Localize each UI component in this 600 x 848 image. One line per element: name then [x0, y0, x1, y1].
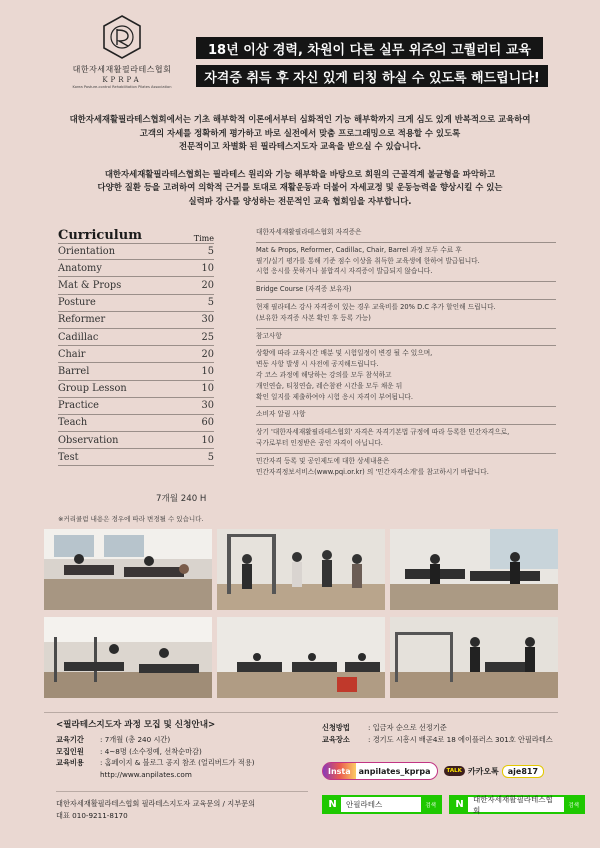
curriculum-hours: 10	[201, 434, 214, 446]
info-section-pqi	[256, 454, 556, 482]
instagram-label: Insta	[328, 766, 351, 776]
kprpa-emblem-icon	[100, 14, 144, 60]
curriculum-subject: Posture	[58, 297, 96, 309]
curriculum-hours: 20	[201, 279, 214, 291]
curriculum-row	[58, 329, 214, 346]
curriculum-title: Curriculum	[58, 228, 142, 243]
website-link[interactable]: http://www.anpilates.com	[100, 769, 192, 779]
curriculum-hours: 5	[207, 297, 214, 309]
curriculum-subject: Chair	[58, 348, 86, 360]
intro-line: 대한자세재활필라테스협회는 필라테스 원리와 기능 해부학을 바탕으로 회원의 근골격계 불균형을 파악하고	[104, 168, 496, 179]
info-panel	[256, 225, 556, 481]
curriculum-hours: 20	[201, 348, 214, 360]
curriculum-row	[58, 363, 214, 380]
photo-gallery	[44, 529, 558, 699]
intro-line: 실력파 강사를 양성하는 전문적인 교육 협회임을 자부합니다.	[188, 195, 412, 206]
recruit-period-row	[56, 734, 308, 746]
intro-line: 고객의 자세를 정확하게 평가하고 바로 실전에서 맞춤 프로그래밍으로 적용할 수 있도록	[139, 127, 461, 138]
studio-photo-image	[390, 617, 558, 698]
curriculum-subject: Group Lesson	[58, 383, 127, 395]
curriculum-hours: 30	[201, 400, 214, 412]
recruit-period-value: : 7개월 (총 240 시간)	[100, 735, 171, 744]
curriculum-rows	[58, 243, 214, 466]
info-section-consumer	[256, 407, 556, 425]
studio-photo	[217, 529, 385, 610]
logo-org-name: 대한자세재활필라테스협회	[72, 65, 172, 74]
curriculum-table	[58, 223, 214, 466]
studio-photo-image	[390, 529, 558, 610]
contact-phone: 대표 010-9211-8170	[56, 810, 128, 820]
info-line: 개인연습, 티칭연습, 레슨참관 시간을 모두 채운 뒤	[256, 381, 403, 390]
curriculum-note: ※커리큘럼 내용은 경우에 따라 변경될 수 있습니다.	[58, 515, 204, 523]
curriculum-subject: Practice	[58, 400, 99, 412]
apply-place-row	[322, 734, 582, 746]
naver-icon: N	[324, 797, 341, 812]
info-line: 변동 사항 발생 시 사전에 공지해드립니다.	[256, 360, 379, 369]
curriculum-hours: 60	[201, 417, 214, 429]
association-logo	[72, 14, 172, 89]
studio-photo-image	[217, 529, 385, 610]
recruit-title: <필라테스지도자 과정 모집 및 신청안내>	[56, 720, 216, 730]
curriculum-subject: Observation	[58, 434, 119, 446]
curriculum-row	[58, 398, 214, 415]
studio-photo	[44, 529, 212, 610]
info-title: 소비자 알림 사항	[256, 410, 306, 419]
intro-line: 다양한 질환 등을 고려하여 의학적 근거를 토대로 재활운동과 더불어 자세교정 및 운동능력을 향상시킬 수 있는	[97, 182, 503, 192]
search-button[interactable]: 검색	[564, 797, 583, 812]
headline-bar-2: 자격증 취득 후 자신 있게 티칭 하실 수 있도록 해드립니다!	[196, 65, 548, 87]
info-line: 상기 '대한자세재활필라테스협회' 자격은 자격기본법 규정에 따라 등록한 민간자격으로,	[256, 428, 510, 437]
logo-en-name: Korea Posture-control Rehabilitation Pilates Association	[72, 85, 172, 89]
recruit-capacity-label: 모집인원	[56, 746, 84, 756]
intro-paragraph-1	[20, 113, 580, 154]
curriculum-subject: Mat & Props	[58, 279, 122, 291]
search-button[interactable]: 검색	[421, 797, 440, 812]
studio-photo	[390, 617, 558, 698]
curriculum-row	[58, 260, 214, 277]
curriculum-hours: 5	[207, 246, 214, 258]
info-line: 민간자격 등록 및 공인제도에 대한 상세내용은	[256, 456, 390, 465]
contact-info	[56, 791, 308, 821]
curriculum-subject: Anatomy	[58, 262, 102, 274]
info-line: (보유한 자격증 사본 확인 후 등록 가능)	[256, 313, 371, 322]
curriculum-row	[58, 415, 214, 432]
curriculum-hours: 10	[201, 262, 214, 274]
info-title: 참고사항	[256, 331, 282, 340]
info-title: 대한자세재활필라테스협회 자격증은	[256, 228, 362, 236]
recruit-info	[56, 718, 308, 821]
apply-place-label: 교육장소	[322, 734, 350, 744]
info-line: Mat & Props, Reformer, Cadillac, Chair, Barrel 과정 모두 수료 후	[256, 245, 462, 254]
info-section-notes-body	[256, 346, 556, 407]
curriculum-row	[58, 243, 214, 260]
intro-text	[20, 113, 580, 208]
apply-info	[322, 722, 582, 745]
curriculum-subject: Barrel	[58, 365, 90, 377]
studio-photo-image	[217, 617, 385, 698]
curriculum-total: 7개월 240 H	[156, 494, 207, 504]
search-query: 대한자세재활필라테스협회	[473, 794, 553, 815]
info-line: 국가로부터 인정받은 공인 자격이 아닙니다.	[256, 438, 383, 447]
curriculum-row	[58, 432, 214, 449]
intro-paragraph-2	[20, 168, 580, 209]
naver-search-box-1[interactable]	[322, 795, 442, 814]
curriculum-subject: Test	[58, 451, 79, 463]
curriculum-row	[58, 449, 214, 466]
curriculum-subject: Cadillac	[58, 331, 99, 343]
curriculum-row	[58, 295, 214, 312]
curriculum-time-header: Time	[193, 234, 214, 243]
kakaotalk-icon: TALK	[444, 766, 465, 776]
curriculum-subject: Teach	[58, 417, 88, 429]
search-query: 안필라테스	[346, 800, 383, 809]
recruit-period-label: 교육기간	[56, 735, 84, 744]
naver-search-box-2[interactable]	[449, 795, 585, 814]
info-line: 상황에 따라 교육시간 배분 및 시험일정이 변경 될 수 있으며,	[256, 349, 433, 358]
curriculum-header	[58, 223, 214, 243]
contact-line: 대한자세재활필라테스협회 필라테스지도자 교육문의 / 지부문의	[56, 799, 256, 808]
curriculum-hours: 5	[207, 451, 214, 463]
recruit-fee-row	[56, 757, 308, 769]
info-title: Bridge Course (자격증 보유자)	[256, 285, 352, 294]
recruit-capacity-value: : 4~8명 (소수정예, 선착순마감)	[100, 746, 202, 756]
info-line: 각 코스 과정에 해당하는 강의를 모두 참석하고	[256, 370, 392, 379]
recruit-capacity-row	[56, 746, 308, 758]
curriculum-row	[58, 312, 214, 329]
studio-photo-image	[44, 617, 212, 698]
curriculum-subject: Orientation	[58, 246, 116, 258]
social-badges	[322, 762, 544, 780]
intro-line: 전문적이고 차별화 된 필라테스지도자 교육을 받으실 수 있습니다.	[178, 141, 422, 151]
recruit-fee-label: 교육비용	[56, 758, 84, 767]
info-line: 시험 응시를 못하거나 불합격시 자격증이 발급되지 않습니다.	[256, 267, 433, 276]
naver-icon: N	[451, 797, 468, 812]
intro-line: 대한자세재활필라테스협회에서는 기초 해부학적 이론에서부터 심화적인 기능 해부학까지 크게 심도 있게 반복적으로 교육하여	[69, 114, 531, 124]
instagram-id: anpilates_kprpa	[358, 766, 431, 776]
apply-place-value: : 경기도 시흥시 배곧4로 18 에이플러스 301호 안필라테스	[368, 734, 553, 744]
curriculum-row	[58, 277, 214, 294]
studio-photo	[390, 529, 558, 610]
info-line: 현재 필라테스 강사 자격증이 있는 경우 교육비를 20% D.C 추가 할인해 드립니다.	[256, 302, 496, 311]
info-section-consumer-body	[256, 425, 556, 454]
curriculum-row	[58, 346, 214, 363]
curriculum-hours: 25	[201, 331, 214, 343]
apply-method-value: : 입금자 순으로 선정기준	[368, 723, 447, 732]
kakaotalk-id: aje817	[502, 765, 544, 778]
curriculum-hours: 10	[201, 383, 214, 395]
info-line: 필기/실기 평가를 통해 기준 점수 이상을 취득한 교육생에 한하여 발급됩니다.	[256, 256, 480, 265]
info-section-bridge	[256, 282, 556, 300]
logo-abbr: KPRPA	[102, 76, 142, 84]
kakaotalk-label: 카카오톡	[467, 766, 499, 776]
info-line: 민간자격정보서비스(www.pqi.or.kr) 의 '민간자격소개'를 참고하시기 바랍니다.	[256, 467, 489, 476]
info-section-notes	[256, 329, 556, 347]
studio-photo	[44, 617, 212, 698]
instagram-badge[interactable]	[322, 762, 438, 780]
info-line: 확인 일지를 제출하여야 시험 응시 자격이 부여됩니다.	[256, 392, 414, 401]
instagram-icon	[323, 763, 356, 779]
headline-bar-1: 18년 이상 경력, 차원이 다른 실무 위주의 고퀄리티 교육	[196, 37, 543, 59]
apply-method-label: 신청방법	[322, 723, 350, 732]
curriculum-hours: 30	[201, 314, 214, 326]
info-section-certificate	[256, 225, 556, 243]
studio-photo	[217, 617, 385, 698]
info-section-bridge-body	[256, 300, 556, 329]
studio-photo-image	[44, 529, 212, 610]
curriculum-hours: 10	[201, 365, 214, 377]
apply-method-row	[322, 722, 582, 734]
recruit-url-row	[56, 769, 308, 781]
kakaotalk-badge[interactable]	[444, 765, 545, 778]
recruit-fee-value: : 홈페이지 & 블로그 공지 참조 (얼리버드가 적용)	[100, 758, 255, 767]
divider	[44, 712, 558, 713]
info-section-certificate-body	[256, 243, 556, 282]
curriculum-row	[58, 381, 214, 398]
curriculum-subject: Reformer	[58, 314, 106, 326]
